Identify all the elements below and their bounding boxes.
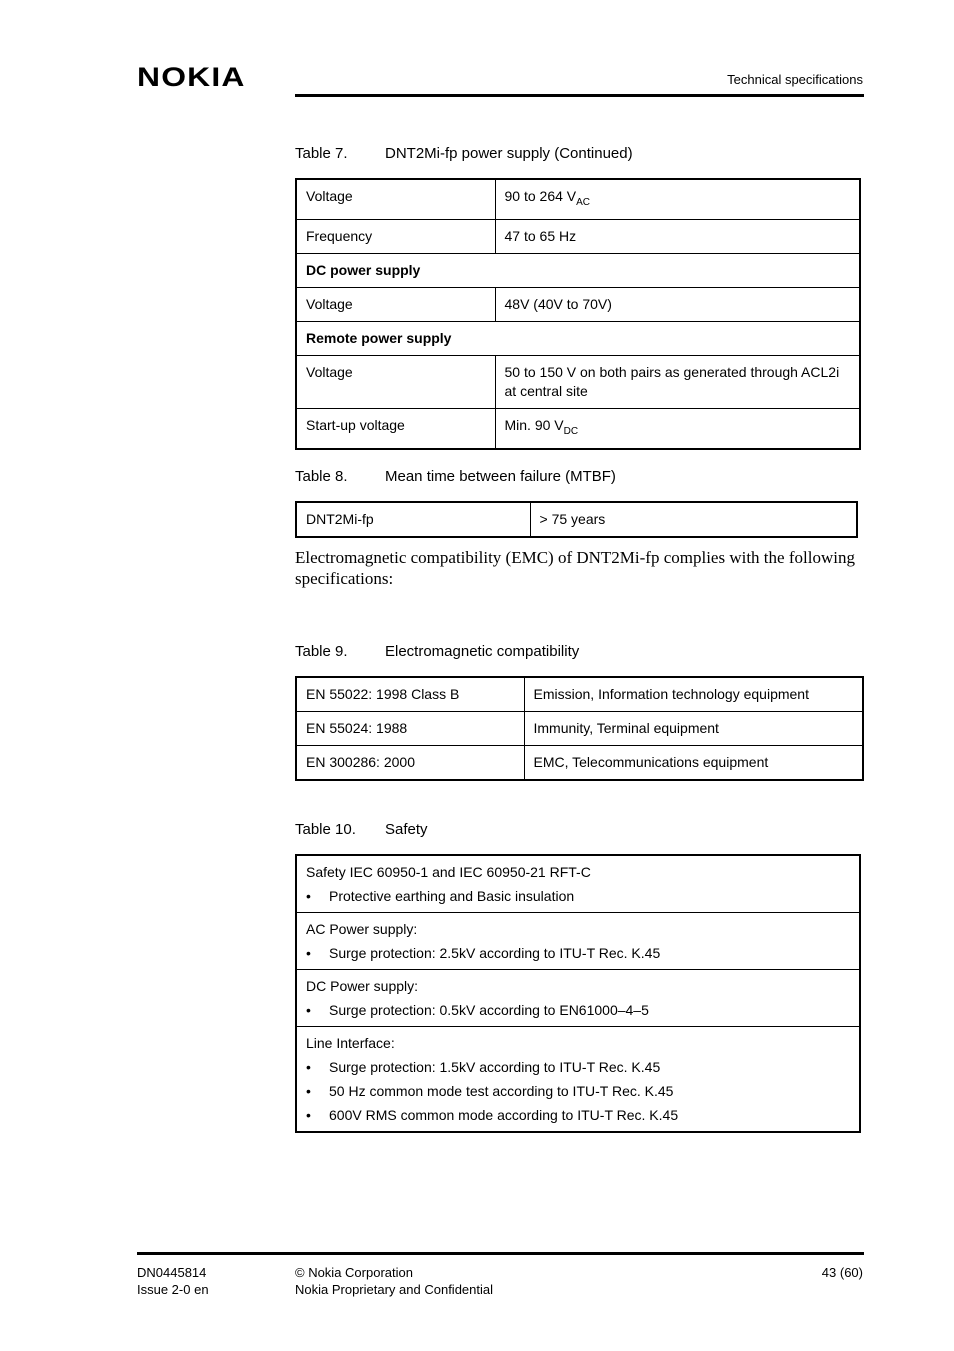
table-row [296, 970, 860, 1027]
nokia-logo: NOKIA [137, 62, 246, 92]
list-item-text: Protective earthing and Basic insulation [329, 888, 575, 904]
table-cell: 50 to 150 V on both pairs as generated through ACL2i at central site [495, 355, 860, 408]
bullet-icon: • [306, 1059, 311, 1075]
list-item [306, 887, 850, 906]
table-row [296, 179, 860, 219]
list-item [306, 944, 850, 963]
value-subscript: DC [563, 425, 579, 437]
table7-caption-title: DNT2Mi-fp power supply (Continued) [385, 145, 633, 162]
table8-caption-title: Mean time between failure (MTBF) [385, 468, 616, 485]
table7 [295, 178, 861, 450]
table-cell: Start-up voltage [296, 408, 495, 448]
bullet-icon: • [306, 1002, 311, 1018]
table-cell [495, 408, 860, 448]
value-text: Min. 90 V [504, 416, 564, 433]
list-item [306, 1106, 850, 1125]
section-title: Technical specifications [727, 72, 863, 87]
bullet-icon: • [306, 888, 311, 904]
table-cell: 47 to 65 Hz [495, 219, 860, 253]
footer-rule [137, 1252, 864, 1255]
table10-caption-num: Table 10. [295, 821, 356, 838]
table-section-header: DC power supply [296, 253, 860, 287]
table-row [296, 321, 860, 355]
table-cell: Voltage [296, 287, 495, 321]
table-row [296, 855, 860, 913]
table-row [296, 712, 863, 746]
list-item-text: Surge protection: 2.5kV according to ITU-T Rec. K.45 [329, 945, 661, 961]
value-text: 90 to 264 V [504, 188, 577, 204]
table8 [295, 501, 858, 538]
list-item-text: 600V RMS common mode according to ITU-T Rec. K.45 [329, 1107, 679, 1123]
table-cell: DNT2Mi-fp [296, 502, 530, 537]
table9-caption [295, 643, 579, 660]
table7-caption [295, 145, 633, 162]
table10-caption-title: Safety [385, 821, 428, 838]
list-item-text: Surge protection: 0.5kV according to EN61000–4–5 [329, 1002, 649, 1018]
table10-caption [295, 821, 428, 838]
table-row [296, 408, 860, 448]
bullet-icon: • [306, 1107, 311, 1123]
table-cell [495, 179, 860, 219]
table9-caption-title: Electromagnetic compatibility [385, 643, 580, 660]
safety-title: AC Power supply: [306, 921, 418, 937]
emc-paragraph: Electromagnetic compatibility (EMC) of DNT2Mi-fp complies with the following specifications: [295, 548, 855, 588]
safety-title: Line Interface: [306, 1035, 395, 1051]
bullet-icon: • [306, 945, 311, 961]
copyright: © Nokia Corporation [295, 1265, 413, 1280]
table-row [296, 219, 860, 253]
table-row [296, 746, 863, 781]
table-cell: EN 55022: 1998 Class B [296, 677, 524, 712]
table-row [296, 913, 860, 970]
table-section-header: Remote power supply [296, 321, 860, 355]
header-rule [295, 94, 864, 97]
list-item [306, 1058, 850, 1077]
table-cell: 48V (40V to 70V) [495, 287, 860, 321]
footer-left [137, 1264, 209, 1298]
table-row [296, 502, 857, 537]
table-cell: EN 55024: 1988 [296, 712, 524, 746]
table-cell: Voltage [296, 179, 495, 219]
table-row [296, 677, 863, 712]
page-number: 43 (60) [821, 1265, 863, 1280]
table-cell [296, 1027, 860, 1133]
safety-title: Safety IEC 60950-1 and IEC 60950-21 RFT-C [306, 864, 591, 880]
table-cell: Immunity, Terminal equipment [524, 712, 863, 746]
value-subscript: AC [576, 196, 591, 208]
table-row [296, 1027, 860, 1133]
issue: Issue 2-0 en [137, 1282, 209, 1297]
list-item [306, 1001, 850, 1020]
table8-caption-num: Table 8. [295, 468, 348, 485]
table-row [296, 355, 860, 408]
table-cell: Emission, Information technology equipment [524, 677, 863, 712]
list-item-text: Surge protection: 1.5kV according to ITU-T Rec. K.45 [329, 1059, 661, 1075]
footer-center [295, 1264, 493, 1298]
doc-id: DN0445814 [137, 1265, 207, 1280]
table8-caption [295, 468, 616, 485]
table-cell: EMC, Telecommunications equipment [524, 746, 863, 781]
confidential-notice: Nokia Proprietary and Confidential [295, 1282, 493, 1297]
list-item [306, 1082, 850, 1101]
table-cell: Voltage [296, 355, 495, 408]
table9-caption-num: Table 9. [295, 643, 348, 660]
list-item-text: 50 Hz common mode test according to ITU-T Rec. K.45 [329, 1083, 674, 1099]
table-row [296, 253, 860, 287]
bullet-icon: • [306, 1083, 311, 1099]
table-cell [296, 970, 860, 1027]
table10 [295, 854, 861, 1133]
table7-caption-num: Table 7. [295, 145, 348, 162]
table9 [295, 676, 864, 781]
table-cell [296, 913, 860, 970]
safety-title: DC Power supply: [306, 978, 419, 994]
table-cell [296, 855, 860, 913]
table-row [296, 287, 860, 321]
table-cell: EN 300286: 2000 [296, 746, 524, 781]
table-cell: Frequency [296, 219, 495, 253]
table-cell: > 75 years [530, 502, 857, 537]
